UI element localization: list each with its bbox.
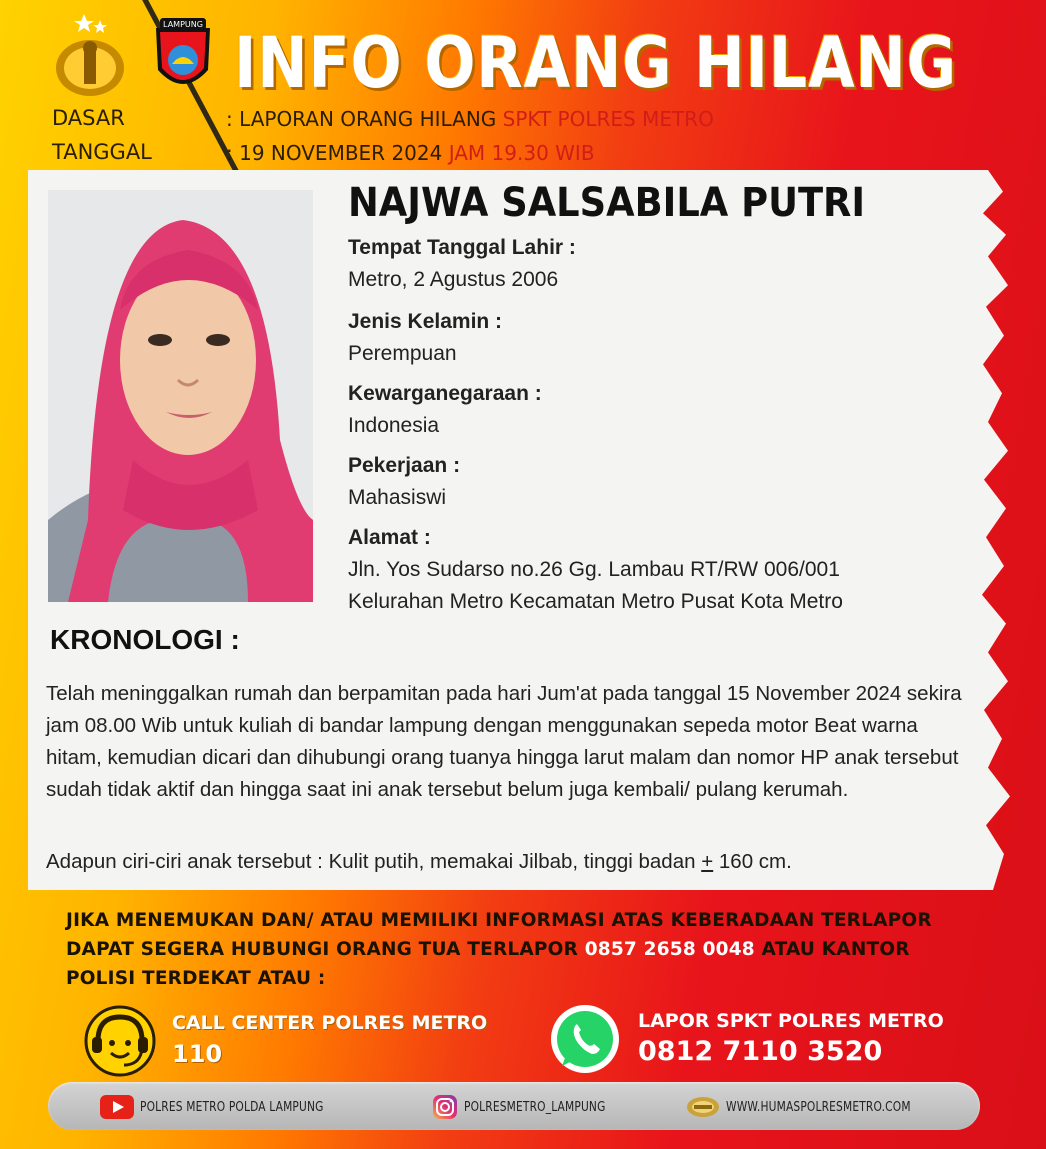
parent-phone: 0857 2658 0048 xyxy=(584,939,755,960)
call-center-label: CALL CENTER POLRES METRO xyxy=(172,1012,488,1034)
gender-label: Jenis Kelamin : xyxy=(348,310,503,333)
instagram-icon xyxy=(432,1094,458,1120)
whatsapp-icon xyxy=(548,1002,622,1076)
instagram-handle: POLRESMETRO_LAMPUNG xyxy=(464,1099,606,1115)
birth-label: Tempat Tanggal Lahir : xyxy=(348,236,576,259)
footer-instagram[interactable] xyxy=(432,1094,637,1120)
youtube-channel: POLRES METRO POLDA LAMPUNG xyxy=(140,1099,324,1115)
tanggal-label: TANGGAL xyxy=(52,140,152,164)
tanggal-value-red: JAM 19.30 WIB xyxy=(448,141,595,165)
youtube-icon xyxy=(100,1095,134,1119)
notice-line2 xyxy=(66,935,966,964)
notice-line2-prefix: DAPAT SEGERA HUBUNGI ORANG TUA TERLAPOR xyxy=(66,939,585,960)
ciri-prefix: Adapun ciri-ciri anak tersebut : Kulit putih, memakai Jilbab, tinggi badan xyxy=(46,850,702,873)
occupation-value: Mahasiswi xyxy=(348,486,447,509)
tanggal-value-text: : 19 NOVEMBER 2024 xyxy=(226,141,449,165)
contact-notice xyxy=(66,906,966,993)
notice-line3: POLISI TERDEKAT ATAU : xyxy=(66,968,326,989)
portrait-illustration xyxy=(48,190,313,602)
call-center-headset-icon xyxy=(84,1005,156,1077)
spkt-label: LAPOR SPKT POLRES METRO xyxy=(638,1010,944,1032)
ciri-suffix: 160 cm. xyxy=(713,850,792,873)
birth-value: Metro, 2 Agustus 2006 xyxy=(348,268,559,291)
notice-line2-suffix: ATAU KANTOR xyxy=(754,939,910,960)
notice-line1: JIKA MENEMUKAN DAN/ ATAU MEMILIKI INFORMASI ATAS KEBERADAAN TERLAPOR xyxy=(66,910,932,931)
dasar-label: DASAR xyxy=(52,106,125,130)
address-value-line2: Kelurahan Metro Kecamatan Metro Pusat Kota Metro xyxy=(348,590,843,613)
dasar-value xyxy=(226,107,714,131)
nationality-label: Kewarganegaraan : xyxy=(348,382,542,405)
police-emblem-icon xyxy=(44,10,136,102)
address-value-line1: Jln. Yos Sudarso no.26 Gg. Lambau RT/RW 006/001 xyxy=(348,558,840,581)
page-title: INFO ORANG HILANG xyxy=(234,22,958,104)
missing-person-photo xyxy=(48,190,313,602)
kronologi-title: KRONOLOGI : xyxy=(50,624,240,655)
nationality-value: Indonesia xyxy=(348,414,440,437)
address-label: Alamat : xyxy=(348,526,431,549)
spkt-number[interactable]: 0812 7110 3520 xyxy=(638,1036,883,1067)
humas-logo-icon xyxy=(686,1096,720,1118)
lampung-police-badge-icon xyxy=(150,14,216,100)
footer-website[interactable] xyxy=(686,1094,951,1120)
footer-youtube[interactable] xyxy=(100,1094,364,1120)
ciri-plus-minus: + xyxy=(701,850,714,873)
occupation-label: Pekerjaan : xyxy=(348,454,461,477)
characteristics-text xyxy=(46,850,792,874)
gender-value: Perempuan xyxy=(348,342,457,365)
website-url: WWW.HUMASPOLRESMETRO.COM xyxy=(726,1099,911,1115)
kronologi-text: Telah meninggalkan rumah dan berpamitan pada hari Jum'at pada tanggal 15 November 2024 sekira jam 08.00 Wib untuk kuliah di bandar lampung dengan menggunakan sepeda motor Beat warna hitam, kemudian dicari dan dihubungi orang tuanya hingga larut malam dan nomor HP anak tersebut sudah tidak aktif dan hingga saat ini anak tersebut belum juga kembali/ pulang kerumah. xyxy=(46,682,962,801)
dasar-value-text: : LAPORAN ORANG HILANG xyxy=(226,107,503,131)
tanggal-value xyxy=(226,141,595,165)
dasar-value-red: SPKT POLRES METRO xyxy=(502,107,714,131)
badge-lampung-text: LAMPUNG xyxy=(163,20,203,29)
call-center-number[interactable]: 110 xyxy=(172,1040,223,1068)
person-name: NAJWA SALSABILA PUTRI xyxy=(348,180,866,226)
